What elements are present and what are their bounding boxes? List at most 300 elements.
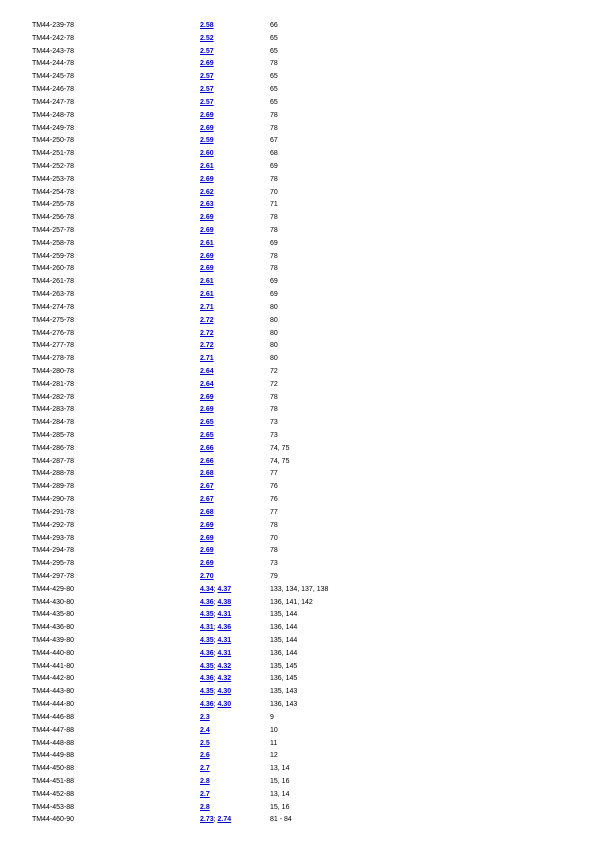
section-links xyxy=(200,712,210,725)
section-links xyxy=(200,648,231,661)
section-link[interactable]: 2.68 xyxy=(200,508,214,516)
section-links xyxy=(200,673,231,686)
document-id: TM44-281-78 xyxy=(32,380,75,388)
section-links xyxy=(200,187,214,200)
document-id: TM44-289-78 xyxy=(32,483,75,491)
page-numbers: 78 xyxy=(270,175,278,183)
document-id: TM44-247-78 xyxy=(32,98,75,106)
document-id: TM44-297-78 xyxy=(32,572,75,580)
page-numbers: 78 xyxy=(270,406,278,414)
document-id: TM44-287-78 xyxy=(32,457,75,465)
section-links xyxy=(200,353,214,366)
index-row xyxy=(32,276,552,289)
page-numbers: 15, 16 xyxy=(270,803,290,811)
page-numbers: 78 xyxy=(270,393,278,401)
section-links xyxy=(200,225,214,238)
section-links xyxy=(200,379,214,392)
section-links xyxy=(200,340,214,353)
document-id: TM44-435-80 xyxy=(32,611,75,619)
page-numbers: 78 xyxy=(270,111,278,119)
section-link[interactable]: 2.69 xyxy=(200,175,214,183)
page-numbers: 135, 143 xyxy=(270,688,298,696)
document-id: TM44-277-78 xyxy=(32,342,75,350)
document-id: TM44-282-78 xyxy=(32,393,75,401)
page-numbers: 135, 145 xyxy=(270,662,298,670)
page-numbers: 73 xyxy=(270,432,278,439)
document-id: TM44-257-78 xyxy=(32,227,75,234)
index-row xyxy=(32,289,552,302)
section-links xyxy=(200,97,214,110)
section-links xyxy=(200,20,214,33)
document-id: TM44-451-88 xyxy=(32,777,75,785)
document-id: TM44-251-78 xyxy=(32,150,75,158)
section-link[interactable]: 4.36 xyxy=(200,598,214,606)
index-row xyxy=(32,110,552,123)
index-row xyxy=(32,404,552,417)
section-link[interactable]: 4.32 xyxy=(217,662,232,670)
link-separator: ; xyxy=(213,598,218,606)
link-separator: ; xyxy=(213,637,218,644)
section-link[interactable]: 4.36 xyxy=(200,701,214,709)
section-link[interactable]: 2.5 xyxy=(200,739,210,747)
index-row xyxy=(32,199,552,212)
section-link[interactable]: 2.67 xyxy=(200,483,214,491)
page-numbers: 69 xyxy=(270,278,278,286)
page-numbers: 78 xyxy=(270,124,278,132)
link-separator: ; xyxy=(213,816,218,824)
index-row xyxy=(32,315,552,328)
index-row xyxy=(32,712,552,725)
section-link[interactable]: 2.69 xyxy=(200,547,214,555)
section-links xyxy=(200,584,231,597)
page-numbers: 9 xyxy=(270,713,274,721)
section-links xyxy=(200,609,231,622)
section-links xyxy=(200,468,214,481)
index-row xyxy=(32,379,552,392)
section-link[interactable]: 2.57 xyxy=(200,98,214,106)
page-numbers: 65 xyxy=(270,98,278,106)
index-row xyxy=(32,135,552,148)
section-link[interactable]: 4.36 xyxy=(217,624,232,632)
document-id: TM44-444-80 xyxy=(32,701,75,709)
section-links xyxy=(200,776,210,789)
section-link[interactable]: 2.69 xyxy=(200,252,214,260)
document-id: TM44-442-80 xyxy=(32,675,75,683)
page-numbers: 133, 134, 137, 138 xyxy=(270,585,329,593)
section-links xyxy=(200,174,214,187)
section-link[interactable]: 2.72 xyxy=(200,329,214,337)
document-id: TM44-443-80 xyxy=(32,688,75,696)
section-links xyxy=(200,699,231,712)
index-row xyxy=(32,263,552,276)
page-numbers: 135, 144 xyxy=(270,611,298,619)
page-numbers: 70 xyxy=(270,534,278,542)
page-numbers: 11 xyxy=(270,739,278,747)
section-links xyxy=(200,276,214,289)
index-row xyxy=(32,814,552,827)
page-numbers: 72 xyxy=(270,380,278,388)
index-row xyxy=(32,648,552,661)
section-links xyxy=(200,814,231,827)
section-links xyxy=(200,366,214,379)
document-id: TM44-248-78 xyxy=(32,111,75,119)
page-numbers: 80 xyxy=(270,355,278,363)
section-link[interactable]: 2.68 xyxy=(200,470,214,478)
section-link[interactable]: 2.60 xyxy=(200,150,214,158)
section-links xyxy=(200,328,214,341)
page-numbers: 136, 143 xyxy=(270,701,298,709)
section-link[interactable]: 4.31 xyxy=(217,611,232,619)
section-link[interactable]: 2.69 xyxy=(200,265,214,273)
section-link[interactable]: 4.35 xyxy=(200,637,214,644)
document-id: TM44-254-78 xyxy=(32,188,75,196)
page-numbers: 65 xyxy=(270,47,278,55)
index-row xyxy=(32,520,552,533)
section-links xyxy=(200,597,231,610)
index-row xyxy=(32,58,552,71)
index-row xyxy=(32,597,552,610)
document-id: TM44-242-78 xyxy=(32,34,75,42)
section-link[interactable]: 2.70 xyxy=(200,572,214,580)
document-id: TM44-294-78 xyxy=(32,547,75,555)
section-link[interactable]: 4.37 xyxy=(217,585,232,593)
link-separator: ; xyxy=(213,649,218,657)
index-row xyxy=(32,251,552,264)
index-row xyxy=(32,533,552,546)
index-row xyxy=(32,84,552,97)
index-row xyxy=(32,558,552,571)
section-link[interactable]: 2.64 xyxy=(200,367,214,375)
section-link[interactable]: 4.35 xyxy=(200,611,214,619)
section-link[interactable]: 2.4 xyxy=(200,726,210,734)
section-links xyxy=(200,33,214,46)
page-numbers: 78 xyxy=(270,521,278,529)
section-link[interactable]: 2.69 xyxy=(200,227,214,234)
section-links xyxy=(200,738,210,751)
index-row xyxy=(32,443,552,456)
index-row xyxy=(32,148,552,161)
document-id: TM44-275-78 xyxy=(32,316,75,324)
section-link[interactable]: 4.36 xyxy=(200,649,214,657)
section-links xyxy=(200,533,214,546)
page-numbers: 65 xyxy=(270,73,278,81)
index-row xyxy=(32,225,552,238)
section-links xyxy=(200,289,214,302)
section-links xyxy=(200,494,214,507)
section-links xyxy=(200,545,214,558)
section-link[interactable]: 2.69 xyxy=(200,521,214,529)
index-row xyxy=(32,750,552,763)
document-id: TM44-450-88 xyxy=(32,765,75,773)
index-row xyxy=(32,789,552,802)
section-link[interactable]: 2.65 xyxy=(200,432,214,439)
document-id: TM44-263-78 xyxy=(32,291,75,299)
section-links xyxy=(200,302,214,315)
section-link[interactable]: 4.31 xyxy=(217,637,232,644)
document-id: TM44-447-88 xyxy=(32,726,75,734)
index-row xyxy=(32,71,552,84)
section-links xyxy=(200,161,214,174)
index-row xyxy=(32,20,552,33)
page-numbers: 80 xyxy=(270,316,278,324)
section-links xyxy=(200,58,214,71)
index-row xyxy=(32,673,552,686)
section-link[interactable]: 2.69 xyxy=(200,60,214,68)
section-link[interactable]: 2.72 xyxy=(200,342,214,350)
section-link[interactable]: 2.69 xyxy=(200,534,214,542)
document-id: TM44-260-78 xyxy=(32,265,75,273)
section-links xyxy=(200,507,214,520)
index-row xyxy=(32,661,552,674)
index-row xyxy=(32,33,552,46)
page-numbers: 77 xyxy=(270,508,278,516)
section-link[interactable]: 2.69 xyxy=(200,560,214,568)
page-numbers: 74, 75 xyxy=(270,457,290,465)
section-link[interactable]: 2.58 xyxy=(200,22,214,29)
document-id: TM44-293-78 xyxy=(32,534,75,542)
section-links xyxy=(200,392,214,405)
document-id: TM44-250-78 xyxy=(32,137,75,145)
index-row xyxy=(32,46,552,59)
section-links xyxy=(200,84,214,97)
index-row xyxy=(32,545,552,558)
section-link[interactable]: 2.61 xyxy=(200,239,214,247)
page-numbers: 13, 14 xyxy=(270,790,290,798)
section-link[interactable]: 2.64 xyxy=(200,380,214,388)
link-separator: ; xyxy=(213,675,218,683)
section-link[interactable]: 4.31 xyxy=(217,649,232,657)
section-link[interactable]: 4.30 xyxy=(217,688,232,696)
page-numbers: 13, 14 xyxy=(270,765,290,773)
link-separator: ; xyxy=(213,701,218,709)
page-numbers: 69 xyxy=(270,239,278,247)
section-link[interactable]: 4.36 xyxy=(200,675,214,683)
index-row xyxy=(32,571,552,584)
document-id: TM44-276-78 xyxy=(32,329,75,337)
section-link[interactable]: 2.71 xyxy=(200,303,214,311)
section-links xyxy=(200,46,214,59)
document-id: TM44-295-78 xyxy=(32,560,75,568)
index-row xyxy=(32,366,552,379)
page-numbers: 76 xyxy=(270,496,278,504)
index-row xyxy=(32,802,552,815)
section-link[interactable]: 2.69 xyxy=(200,214,214,222)
section-link[interactable]: 2.65 xyxy=(200,419,214,427)
document-id: TM44-439-80 xyxy=(32,637,75,644)
section-link[interactable]: 2.8 xyxy=(200,777,210,785)
section-links xyxy=(200,686,231,699)
document-id: TM44-255-78 xyxy=(32,201,75,209)
section-link[interactable]: 2.69 xyxy=(200,124,214,132)
section-link[interactable]: 2.62 xyxy=(200,188,214,196)
index-row xyxy=(32,584,552,597)
index-row xyxy=(32,212,552,225)
section-link[interactable]: 2.74 xyxy=(217,816,232,824)
section-link[interactable]: 2.3 xyxy=(200,713,210,721)
page-numbers: 80 xyxy=(270,329,278,337)
section-links xyxy=(200,750,210,763)
section-links xyxy=(200,251,214,264)
section-links xyxy=(200,558,214,571)
section-link[interactable]: 4.32 xyxy=(217,675,232,683)
section-links xyxy=(200,802,210,815)
index-row xyxy=(32,456,552,469)
section-links xyxy=(200,110,214,123)
page-numbers: 136, 144 xyxy=(270,649,298,657)
index-row xyxy=(32,328,552,341)
document-id: TM44-429-80 xyxy=(32,585,75,593)
section-links xyxy=(200,199,214,212)
document-id: TM44-284-78 xyxy=(32,419,75,427)
page-numbers: 78 xyxy=(270,265,278,273)
page-numbers: 78 xyxy=(270,547,278,555)
section-link[interactable]: 2.59 xyxy=(200,137,214,145)
document-id: TM44-278-78 xyxy=(32,355,75,363)
section-links xyxy=(200,725,210,738)
index-row xyxy=(32,392,552,405)
document-id: TM44-245-78 xyxy=(32,73,75,81)
section-link[interactable]: 2.69 xyxy=(200,406,214,414)
document-id: TM44-243-78 xyxy=(32,47,75,55)
index-row xyxy=(32,725,552,738)
page-numbers: 65 xyxy=(270,86,278,94)
section-link[interactable]: 2.66 xyxy=(200,444,214,452)
document-id: TM44-449-88 xyxy=(32,752,75,760)
index-row xyxy=(32,174,552,187)
section-link[interactable]: 2.8 xyxy=(200,803,210,811)
section-link[interactable]: 2.57 xyxy=(200,47,214,55)
document-id: TM44-448-88 xyxy=(32,739,75,747)
section-link[interactable]: 2.6 xyxy=(200,752,210,760)
section-link[interactable]: 2.57 xyxy=(200,73,214,81)
section-link[interactable]: 2.66 xyxy=(200,457,214,465)
document-id: TM44-244-78 xyxy=(32,60,75,68)
page-numbers: 68 xyxy=(270,150,278,158)
document-id: TM44-430-80 xyxy=(32,598,75,606)
page-numbers: 66 xyxy=(270,22,278,29)
section-link[interactable]: 2.57 xyxy=(200,86,214,94)
section-link[interactable]: 2.52 xyxy=(200,34,214,42)
document-id: TM44-286-78 xyxy=(32,444,75,452)
section-links xyxy=(200,123,214,136)
page-numbers: 136, 144 xyxy=(270,624,298,632)
section-links xyxy=(200,417,214,430)
section-link[interactable]: 4.31 xyxy=(200,624,214,632)
index-row xyxy=(32,699,552,712)
section-links xyxy=(200,430,214,443)
section-link[interactable]: 2.69 xyxy=(200,111,214,119)
index-row xyxy=(32,468,552,481)
page-numbers: 78 xyxy=(270,252,278,260)
page-numbers: 135, 144 xyxy=(270,637,298,644)
document-id: TM44-274-78 xyxy=(32,303,75,311)
page-numbers: 15, 16 xyxy=(270,777,290,785)
page-numbers: 79 xyxy=(270,572,278,580)
index-row xyxy=(32,353,552,366)
page-numbers: 78 xyxy=(270,60,278,68)
page-numbers: 70 xyxy=(270,188,278,196)
section-link[interactable]: 2.7 xyxy=(200,790,210,798)
page-numbers: 80 xyxy=(270,342,278,350)
document-id: TM44-261-78 xyxy=(32,278,75,286)
section-link[interactable]: 2.61 xyxy=(200,162,214,170)
page-numbers: 77 xyxy=(270,470,278,478)
index-row xyxy=(32,494,552,507)
page-numbers: 136, 145 xyxy=(270,675,298,683)
index-row xyxy=(32,340,552,353)
section-links xyxy=(200,763,210,776)
section-links xyxy=(200,238,214,251)
page-numbers: 73 xyxy=(270,419,278,427)
section-link[interactable]: 4.35 xyxy=(200,688,214,696)
document-id: TM44-292-78 xyxy=(32,521,75,529)
section-link[interactable]: 2.73 xyxy=(200,816,214,824)
section-link[interactable]: 2.61 xyxy=(200,278,214,286)
section-link[interactable]: 2.69 xyxy=(200,393,214,401)
link-separator: ; xyxy=(213,585,218,593)
section-link[interactable]: 2.61 xyxy=(200,291,214,299)
document-id: TM44-280-78 xyxy=(32,367,75,375)
index-row xyxy=(32,161,552,174)
link-separator: ; xyxy=(213,624,218,632)
section-links xyxy=(200,789,210,802)
section-link[interactable]: 4.30 xyxy=(217,701,232,709)
section-links xyxy=(200,443,214,456)
page-numbers: 69 xyxy=(270,162,278,170)
section-link[interactable]: 4.38 xyxy=(217,598,232,606)
section-link[interactable]: 2.7 xyxy=(200,765,210,773)
section-link[interactable]: 2.71 xyxy=(200,355,214,363)
document-id: TM44-285-78 xyxy=(32,432,75,439)
index-row xyxy=(32,763,552,776)
index-row xyxy=(32,481,552,494)
page-numbers: 74, 75 xyxy=(270,444,290,452)
document-id: TM44-256-78 xyxy=(32,214,75,222)
page-numbers: 78 xyxy=(270,227,278,234)
section-links xyxy=(200,661,231,674)
link-separator: ; xyxy=(213,688,218,696)
section-link[interactable]: 4.35 xyxy=(200,662,214,670)
page-numbers: 12 xyxy=(270,752,278,760)
page-numbers: 76 xyxy=(270,483,278,491)
section-link[interactable]: 2.67 xyxy=(200,496,214,504)
document-id: TM44-291-78 xyxy=(32,508,75,516)
document-id: TM44-436-80 xyxy=(32,624,75,632)
section-link[interactable]: 4.34 xyxy=(200,585,214,593)
document-id: TM44-249-78 xyxy=(32,124,75,132)
section-links xyxy=(200,212,214,225)
document-id: TM44-258-78 xyxy=(32,239,75,247)
document-id: TM44-259-78 xyxy=(32,252,75,260)
index-row xyxy=(32,635,552,648)
page-numbers: 10 xyxy=(270,726,278,734)
index-row xyxy=(32,123,552,136)
document-id: TM44-253-78 xyxy=(32,175,75,183)
index-row xyxy=(32,609,552,622)
document-id: TM44-288-78 xyxy=(32,470,75,478)
section-link[interactable]: 2.63 xyxy=(200,201,214,209)
link-separator: ; xyxy=(213,611,218,619)
index-row xyxy=(32,97,552,110)
section-links xyxy=(200,571,214,584)
page-numbers: 69 xyxy=(270,291,278,299)
section-links xyxy=(200,148,214,161)
index-row xyxy=(32,187,552,200)
document-id: TM44-440-80 xyxy=(32,649,75,657)
page-numbers: 80 xyxy=(270,303,278,311)
document-id: TM44-446-88 xyxy=(32,713,75,721)
section-link[interactable]: 2.72 xyxy=(200,316,214,324)
